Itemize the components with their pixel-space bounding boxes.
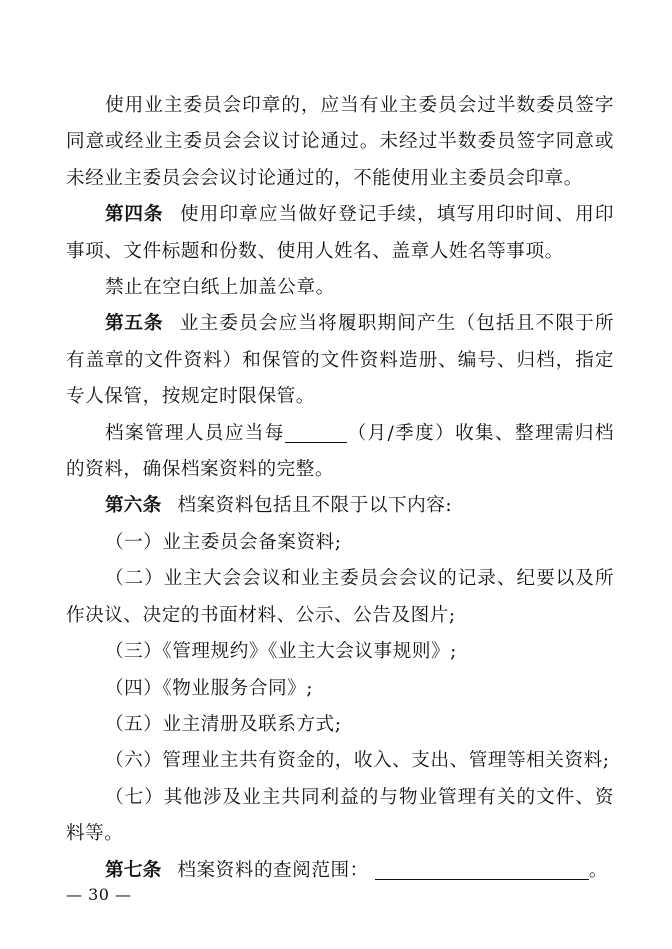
page-number: — 30 —	[66, 885, 132, 904]
list-item: （六）管理业主共有资金的，收入、支出、管理等相关资料;	[105, 750, 610, 772]
archive-text-after: （月/季度）收集、整理需归档的资料，确保档案资料的完整。	[66, 422, 615, 481]
article-6-text: 档案资料包括且不限于以下内容:	[177, 495, 453, 517]
access-scope-blank[interactable]	[375, 857, 589, 880]
archive-period-blank[interactable]	[285, 420, 347, 443]
article-5-label: 第五条	[105, 313, 164, 335]
article-7-label: 第七条	[105, 859, 162, 881]
article-5	[66, 306, 614, 415]
article-5-text: 业主委员会应当将履职期间产生（包括且不限于所有盖章的文件资料）和保管的文件资料造册、编号、归档，指定专人保管，按规定时限保管。	[66, 313, 614, 408]
article-4-label: 第四条	[105, 204, 164, 226]
article-4	[66, 197, 614, 270]
list-item: （三）《管理规约》《业主大会议事规则》;	[105, 641, 457, 663]
document-body	[66, 88, 614, 889]
article-4-text: 使用印章应当做好登记手续，填写用印时间、用印事项、文件标题和份数、使用人姓名、盖章人姓名等事项。	[66, 204, 614, 262]
article-7-text: 档案资料的查阅范围：	[177, 859, 369, 881]
article-6	[66, 488, 614, 524]
article-7-end: 。	[588, 859, 608, 881]
paragraph-seal-usage: 使用业主委员会印章的，应当有业主委员会过半数委员签字同意或经业主委员会会议讨论通过。未经过半数委员签字同意或未经业主委员会会议讨论通过的，不能使用业主委员会印章。	[66, 95, 614, 189]
article-6-label: 第六条	[105, 495, 162, 517]
paragraph-blank-paper-ban: 禁止在空白纸上加盖公章。	[105, 277, 335, 299]
article-7	[66, 853, 614, 889]
list-item: （五）业主清册及联系方式;	[105, 713, 342, 735]
list-item: （一）业主委员会备案资料;	[105, 531, 342, 553]
archive-text-before: 档案管理人员应当每	[105, 422, 285, 444]
list-item: （四）《物业服务合同》;	[105, 677, 314, 699]
list-item: （七）其他涉及业主共同利益的与物业管理有关的文件、资料等。	[66, 786, 614, 845]
paragraph-archive-collection	[66, 416, 614, 489]
list-item: （二）业主大会会议和业主委员会会议的记录、纪要以及所作决议、决定的书面材料、公示、公告及图片;	[66, 568, 614, 626]
